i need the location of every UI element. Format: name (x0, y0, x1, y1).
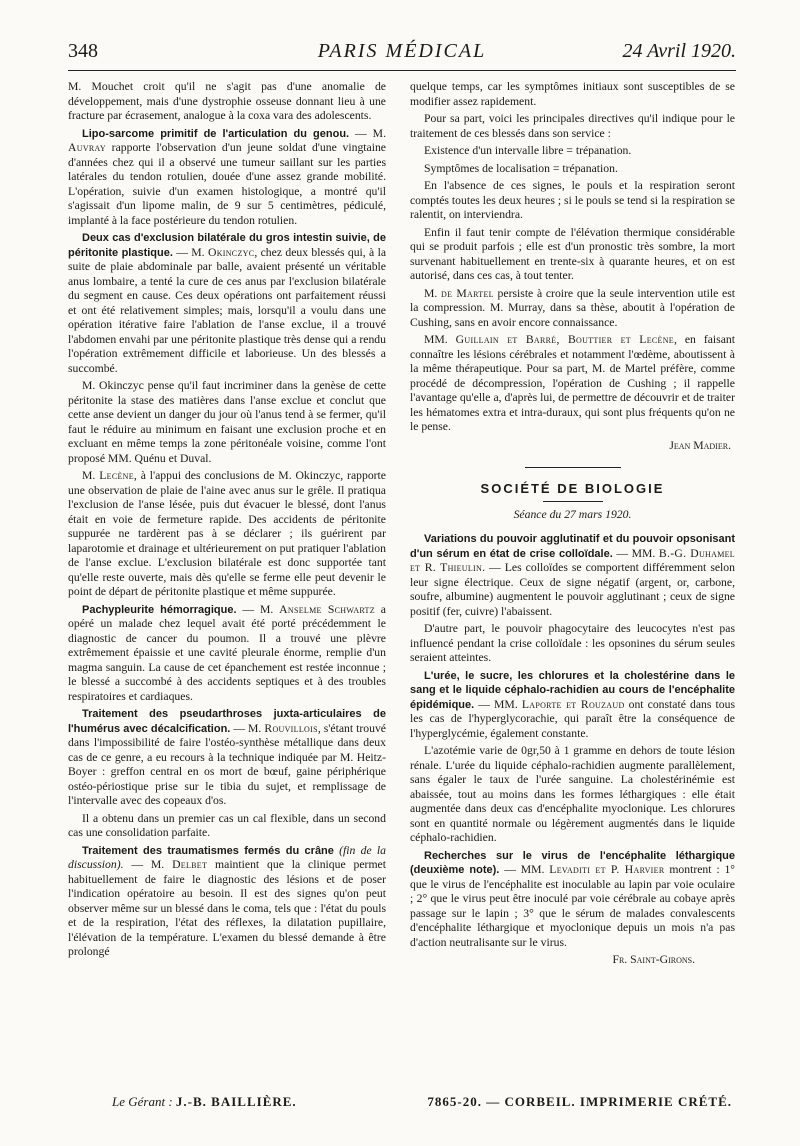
author: Levaditi et P. Harvier (549, 863, 665, 876)
paragraph: Existence d'un intervalle libre = trépanation. (424, 144, 632, 157)
paragraph: Il a obtenu dans un premier cas un cal flexible, dans un second cas une consolidation parfaite. (68, 811, 386, 839)
printer-line: 7865-20. — CORBEIL. IMPRIMERIE CRÉTÉ. (427, 1094, 732, 1109)
author: Guillain et Barré, Bouttier et Lecène (455, 333, 674, 346)
page-number: 348 (68, 40, 98, 62)
author: Delbet (172, 858, 208, 871)
paragraph: M. de Martel persiste à croire que la seule intervention utile est la compression. M. Murray, dans sa thèse, aboutit à l'opération de Cushing, sans en avoir encore connaissance. (410, 286, 735, 329)
paragraph: L'azotémie varie de 0gr,50 à 1 gramme en dehors de toute lésion rénale. L'urée du liquide céphalo-rachidien augmente parallèlement, sans égaler le taux de l'urée sanguine. La cholestérinémie est abaissée, tout au moins dans les formes léthargiques : elle était augmentée dans deux cas d'encéphalite myoclonique. Les chlorures sont en quantité normale ou légèrement augmentés dans le liquide céphalo-rachidien. (410, 744, 735, 844)
paragraph: M. Lecène, à l'appui des conclusions de M. Okinczyc, rapporte une observation de plaie de l'aine avec anus sur le grêle. Il pratiqua l'exclusion de l'anse lésée, puis dut évacuer le blessé, dont l'anus était en voie de fermeture rapide. Des accidents de péritonite suppurée ne tardèrent pas à se déclarer ; ils guérirent par laparotomie et drainage et ultérieurement on put pratiquer l'ablation de l'anse exclue. L'exclusion bilatérale est donc supportée tant qu'elle reste ouverte, mais dès qu'elle se ferme elle peut devenir le point de départ de péritonite plastique et même suppurée. (68, 469, 386, 598)
section-title-rule (543, 501, 603, 502)
article-pachypleurite: Pachypleurite hémorragique. — M. Anselme Schwartz a opéré un malade chez lequel avait été porté précédemment le diagnostic de cancer du poumon. Il a trouvé une plèvre extrêmement épaissie et une cavité pleurale énorme, remplie d'un magma sanguin. La cause de cet épanchement est restée inconnue ; le blessé a succombé à des accidents septiques et à des troubles respiratoires et cardiaques. (68, 602, 386, 703)
right-column (410, 80, 735, 968)
article-pseudarthroses: Traitement des pseudarthroses juxta-articulaires de l'humérus avec décalcification. — M. Rouvillois, s'étant trouvé dans l'impossibilité de faire l'ostéo-synthèse métallique dans deux cas de ce genre, a eu recours à la technique indiquée par M. Heitz-Boyer : greffon central en os mort de bœuf, gaine périphérique ostéo-périostique prise sur le tibia du sujet, et remplissage de l'intervalle avec des copeaux d'os. (68, 708, 386, 807)
running-head: PARIS MÉDICAL (317, 40, 487, 62)
left-column (68, 80, 386, 963)
article-heading: Deux cas d'exclusion bilatérale du gros intestin suivie, de péritonite plastique. (68, 232, 386, 259)
paragraph: Pour sa part, voici les principales directives qu'il indique pour le traitement de ces blessés dans son service : (410, 112, 735, 140)
author: Laporte et Rouzaud (521, 697, 625, 711)
paragraph: quelque temps, car les symptômes initiaux sont susceptibles de se modifier assez rapidement. (410, 80, 735, 108)
article-heading: Traitement des pseudarthroses juxta-articulaires de l'humérus avec décalcification. (68, 708, 386, 735)
article-uree: L'urée, le sucre, les chlorures et la cholestérine dans le sang et le liquide céphalo-rachidien au cours de l'encéphalite épidémique. — MM. Laporte et Rouzaud ont constaté dans tous les cas de l'hyperglycorachie, qui paraît être la conséquence de l'hyperglycémie, également constante. (410, 669, 735, 740)
author: Okinczyc (207, 245, 255, 259)
session-date: Séance du 27 mars 1920. (513, 507, 632, 521)
page-header (68, 40, 736, 70)
article-heading: Pachypleurite hémorragique. (82, 603, 237, 616)
paragraph: M. Mouchet croit qu'il ne s'agit pas d'une anomalie de développement, mais d'une dystrophie osseuse donnant lieu à une fracture par écrasement, analogue à la coxa vara des adolescents. (68, 80, 386, 122)
article-encephalite: Recherches sur le virus de l'encéphalite léthargique (deuxième note). — MM. Levaditi et P. Harvier montrent : 1° que le virus de l'encéphalite est inoculable au lapin par voie oculaire ; 2° que le virus peut être inoculé par voie cérébrale au cobaye après passage sur le lapin ; 3° que le sérum de malades convalescents d'encéphalite léthargique et myoclonique depuis un mois n'a pas d'action neutralisante sur le virus. (410, 849, 735, 949)
paragraph: Symptômes de localisation = trépanation. (424, 161, 618, 175)
paragraph: En l'absence de ces signes, le pouls et la respiration seront comptés toutes les deux heures ; si le pouls se tend si la respiration se ralentit, on interviendra. (410, 179, 735, 221)
author: B.-G. Duhamel et R. Thieulin (410, 546, 735, 574)
paragraph: MM. Guillain et Barré, Bouttier et Lecène, en faisant connaître les lésions cérébrales et notamment l'œdème, aboutissent à la même thérapeutique. Pour sa part, M. de Martel préfère, comme procédé de décompression, l'opération de Cushing ; il rappelle l'avantage qu'elle a, d'après lui, de permettre de découvrir et de traiter les hématomes extra et intra-duraux, qui sont plus fréquents qu'on ne le pense. (410, 333, 735, 433)
author: de Martel (441, 286, 494, 300)
article-heading: L'urée, le sucre, les chlorures et la cholestérine dans le sang et le liquide céphalo-rachidien au cours de l'encéphalite épidémique. (410, 669, 735, 711)
signature: Jean Madier. (669, 438, 731, 452)
gerant-line: Le Gérant : J.-B. BAILLIÈRE. (112, 1094, 297, 1109)
paragraph: D'autre part, le pouvoir phagocytaire des leucocytes n'est pas influencé pendant la crise colloïdale : les opsonines du sérum seules seraient atteintes. (410, 622, 735, 664)
article-colloides: Variations du pouvoir agglutinatif et du pouvoir opsonisant d'un sérum en état de crise colloïdale. — MM. B.-G. Duhamel et R. Thieulin. — Les colloïdes se comportent différemment selon leur signe électrique. Ceux de signe négatif (argent, or, carbone, soufre, albumine) augmentent le pouvoir agglutinant ; ceux de signe positif (fer, cuivre) l'abaissent. (410, 533, 735, 618)
author: Auvray (68, 141, 106, 154)
paragraph: M. Okinczyc pense qu'il faut incriminer dans la genèse de cette péritonite la stase des matières dans l'anse exclue et conclut que cette anse devient un danger du jour où l'anus tend à se fermer, qu'il faut le réduire au minimum en faisant une exclusion proche et en excluant en même temps la zone péritonéale voisine, comme l'ont proposé MM. Quénu et Duval. (68, 379, 386, 465)
article-lipo-sarcome: Lipo-sarcome primitif de l'articulation du genou. — M. Auvray rapporte l'observation d'un jeune soldat d'une vingtaine d'années chez qui il a observé une tumeur saillant sur les parties latérales du tendon rotulien, douée d'une assez grande mobilité. L'opération, suivie d'un examen histologique, a montré qu'il s'agissait d'un lipome malin, de 9 sur 5 centimètres, pédiculé, implanté à la face postérieure du tendon rotulien. (68, 126, 386, 227)
author: Anselme Schwartz (279, 602, 375, 616)
article-heading: Lipo-sarcome primitif de l'articulation du genou. (82, 127, 350, 140)
gerant-name: J.-B. BAILLIÈRE. (175, 1094, 297, 1109)
section-divider (525, 467, 621, 468)
article-heading: Recherches sur le virus de l'encéphalite léthargique (deuxième note). (410, 849, 735, 876)
article-traumatismes: Traitement des traumatismes fermés du crâne (fin de la discussion). — M. Delbet maintient que la clinique permet habituellement de faire le diagnostic des lésions et de poser l'indication opératoire au besoin. Il est des signes qu'on peut observer même sur un blessé dans le coma, tels que : l'état du pouls et de la respiration, l'état des réflexes, la dilatation pupillaire, l'élévation de la température. L'examen du blessé demande à être prolongé (68, 843, 387, 958)
author: Lecène (99, 469, 134, 482)
issue-date: 24 Avril 1920. (622, 40, 736, 62)
section-title: SOCIÉTÉ DE BIOLOGIE (480, 481, 665, 496)
article-heading: Traitement des traumatismes fermés du crâne (82, 844, 334, 857)
article-heading: Variations du pouvoir agglutinatif et du pouvoir opsonisant d'un sérum en état de crise colloïdale. (410, 533, 735, 560)
paragraph: Enfin il faut tenir compte de l'élévation thermique considérable qui se produit parfois ; elle est d'un pronostic très sombre, la mort survenant habituellement en trente-six à quarante heures, et on est autorisé, dans ces cas, à tout tenter. (410, 225, 735, 282)
author: Rouvillois (264, 721, 318, 735)
signature: Fr. Saint-Girons. (612, 953, 695, 966)
article-exclusion: Deux cas d'exclusion bilatérale du gros intestin suivie, de péritonite plastique. — M. Okinczyc, chez deux blessés qui, à la suite de plaie abdominale par balle, avaient présenté un véritable anus lombaire, a tenté la cure de ces anus par l'exclusion bilatérale du segment en cause. Ces deux opérations ont parfaitement réussi et ont été relativement simples; mais, lorsqu'il a voulu dans une opération itérative faire l'ablation de l'anse exclue, il a trouvé l'abdomen envahi par une péritonite plastique très dense qui a rendu l'opération extrêmement difficile et laborieuse. Un des blessés a succombé. (68, 232, 387, 375)
header-rule (68, 70, 736, 71)
